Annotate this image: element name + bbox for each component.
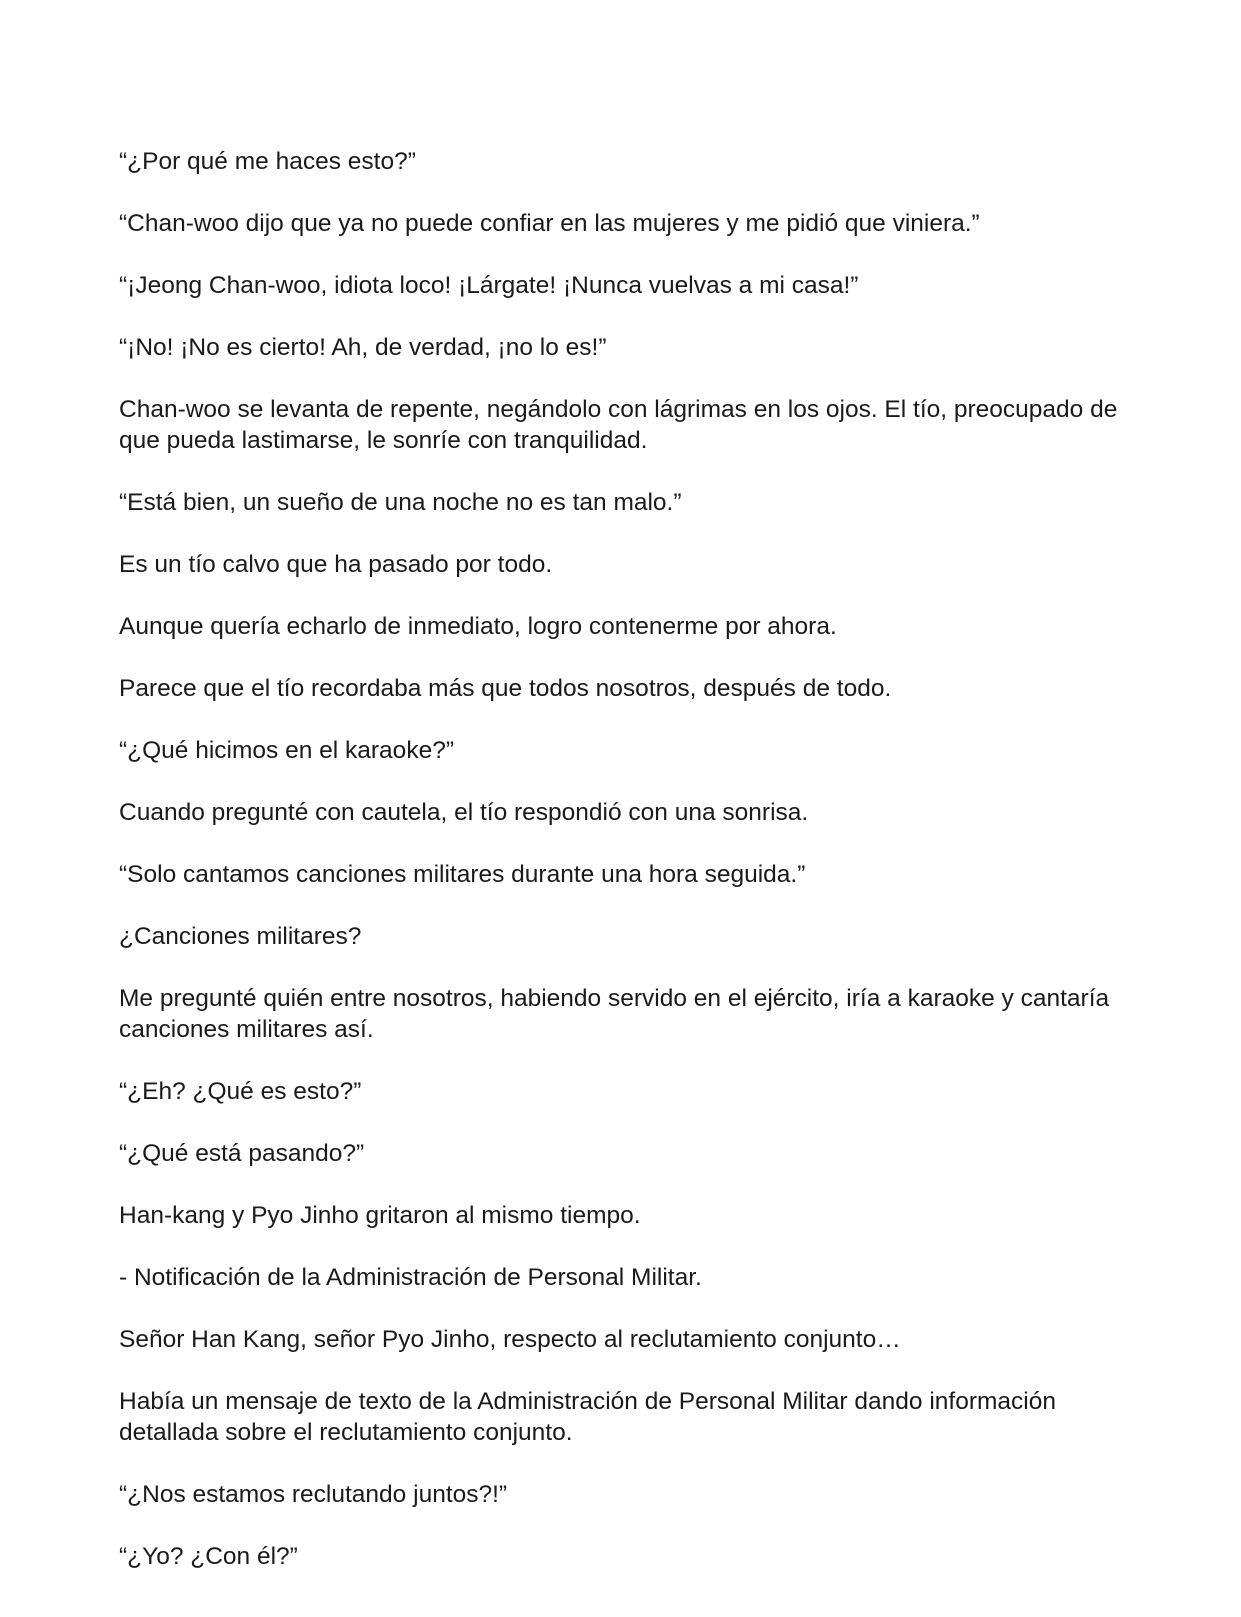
paragraph-16: “¿Qué está pasando?” xyxy=(119,1140,365,1167)
paragraph-3: “¡Jeong Chan-woo, idiota loco! ¡Lárgate! ¡Nunca vuelvas a mi casa!” xyxy=(119,272,859,299)
paragraph-19: Señor Han Kang, señor Pyo Jinho, respecto al reclutamiento conjunto… xyxy=(119,1326,901,1353)
document-body xyxy=(119,146,1119,1603)
paragraph-2: “Chan-woo dijo que ya no puede confiar en las mujeres y me pidió que viniera.” xyxy=(119,210,980,237)
paragraph-5: Chan-woo se levanta de repente, negándolo con lágrimas en los ojos. El tío, preocupado de que pueda lastimarse, le sonríe con tranquilidad. xyxy=(119,396,1118,454)
paragraph-8: Aunque quería echarlo de inmediato, logro contenerme por ahora. xyxy=(119,613,837,640)
paragraph-9: Parece que el tío recordaba más que todos nosotros, después de todo. xyxy=(119,675,892,702)
paragraph-6: “Está bien, un sueño de una noche no es tan malo.” xyxy=(119,489,682,516)
paragraph-4: “¡No! ¡No es cierto! Ah, de verdad, ¡no lo es!” xyxy=(119,334,607,361)
paragraph-17: Han-kang y Pyo Jinho gritaron al mismo tiempo. xyxy=(119,1202,641,1229)
paragraph-11: Cuando pregunté con cautela, el tío respondió con una sonrisa. xyxy=(119,799,809,826)
paragraph-7: Es un tío calvo que ha pasado por todo. xyxy=(119,551,553,578)
paragraph-13: ¿Canciones militares? xyxy=(119,923,362,950)
paragraph-1: “¿Por qué me haces esto?” xyxy=(119,148,416,175)
paragraph-22: “¿Yo? ¿Con él?” xyxy=(119,1543,298,1570)
paragraph-18: - Notificación de la Administración de Personal Militar. xyxy=(119,1264,702,1291)
paragraph-10: “¿Qué hicimos en el karaoke?” xyxy=(119,737,454,764)
paragraph-21: “¿Nos estamos reclutando juntos?!” xyxy=(119,1481,508,1508)
paragraph-15: “¿Eh? ¿Qué es esto?” xyxy=(119,1078,362,1105)
paragraph-20: Había un mensaje de texto de la Administración de Personal Militar dando información detallada sobre el reclutamiento conjunto. xyxy=(119,1388,1056,1446)
paragraph-12: “Solo cantamos canciones militares durante una hora seguida.” xyxy=(119,861,806,888)
paragraph-14: Me pregunté quién entre nosotros, habiendo servido en el ejército, iría a karaoke y cantaría canciones militares así. xyxy=(119,985,1110,1043)
